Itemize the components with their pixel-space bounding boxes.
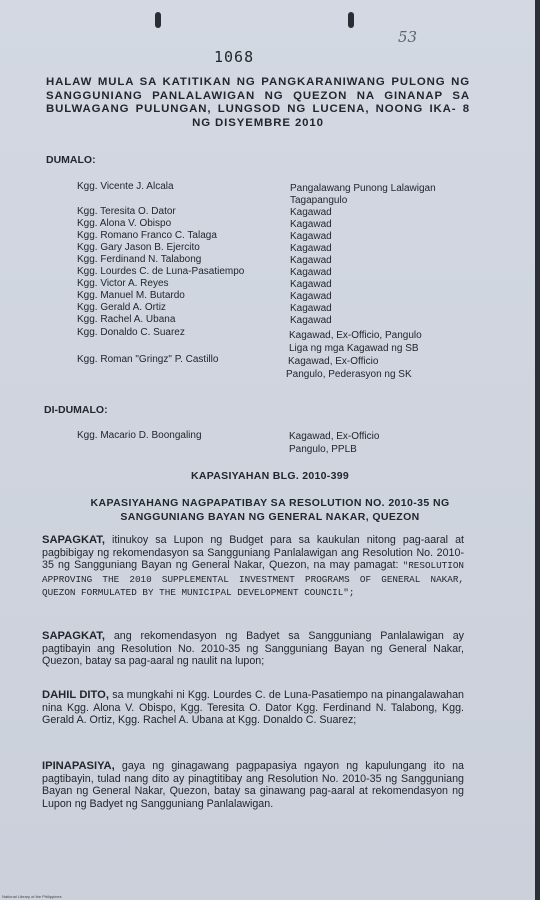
absent-role: Kagawad, Ex-Officio [289,431,380,442]
present-role: Pangalawang Punong Lalawigan [290,183,436,194]
resolution-number: KAPASIYAHAN BLG. 2010-399 [190,470,350,482]
scan-edge [535,0,540,900]
resolution-title-line-2: SANGGUNIANG BAYAN NG GENERAL NAKAR, QUEZON [120,511,420,523]
punch-hole-right [348,12,354,28]
scan-footer: National Library of the Philippines [2,894,62,899]
whereas-paragraph-1 [42,534,464,600]
present-name: Kgg. Teresita O. Dator [77,206,176,217]
present-name: Kgg. Romano Franco C. Talaga [77,230,217,241]
paragraph-lead: SAPAGKAT, [42,630,105,642]
absent-role-2: Pangulo, PPLB [289,444,357,455]
paragraph-lead: IPINAPASIYA, [42,760,115,772]
present-name: Kgg. Ferdinand N. Talabong [77,254,202,265]
present-name: Kgg. Vicente J. Alcala [77,181,174,192]
page-number: 1068 [214,48,255,66]
present-role: Kagawad [290,315,332,326]
present-name: Kgg. Alona V. Obispo [77,218,172,229]
paragraph-text: itinukoy sa Lupon ng Budget para sa kaukulan nitong pag-aaral at pagbibigay ng rekomendasyon sa Sangguniang Panlalawigan ang Resolution No. 2010-35 ng Sangguniang Bayan ng General Nakar, Quezon, na may pamagat: [42,534,464,572]
present-name: Kgg. Manuel M. Butardo [77,290,185,301]
present-role: Kagawad [290,219,332,230]
present-role: Kagawad [290,291,332,302]
document-heading: HALAW MULA SA KATITIKAN NG PANGKARANIWANG PULONG NG SANGGUNIANG PANLALAWIGAN NG QUEZON NA GINANAP SA BULWAGANG PULUNGAN, LUNGSOD NG LUCENA, NOONG IKA- 8 NG DISYEMBRE 2010 [46,76,470,129]
resolution-title [50,496,490,524]
paragraph-lead: SAPAGKAT, [42,534,105,546]
paragraph-text: sa mungkahi ni Kgg. Lourdes C. de Luna-Pasatiempo na pinangalawahan nina Kgg. Alona V. Obispo, Kgg. Teresita O. Dator Kgg. Ferdinand N. Talabong, Kgg. Gerald A. Ortiz, Kgg. Rachel A. Ubana at Kgg. Donaldo C. Suarez; [42,689,464,727]
present-role: Kagawad [290,303,332,314]
absent-name: Kgg. Macario D. Boongaling [77,430,202,441]
resolution-title-line-1: KAPASIYAHANG NAGPAPATIBAY SA RESOLUTION NO. 2010-35 NG [90,497,450,509]
paragraph-text: ang rekomendasyon ng Badyet sa Sangguniang Panlalawigan ay pagtibayin ang Resolution No. 2010-35 ng Sangguniang Bayan ng General Nakar, Quezon, batay sa pag-aaral ng naulit na lupon; [42,630,464,668]
present-role: Kagawad, Ex-Officio [288,356,379,367]
present-label: DUMALO: [46,154,96,166]
present-role-2: Pangulo, Pederasyon ng SK [286,369,412,380]
resolved-paragraph [42,760,464,810]
absent-label: DI-DUMALO: [44,404,108,416]
handwritten-note: 53 [398,28,418,46]
paragraph-lead: DAHIL DITO, [42,689,109,701]
present-name: Kgg. Gary Jason B. Ejercito [77,242,200,253]
present-role: Kagawad [290,207,332,218]
paragraph-text: gaya ng ginagawang pagpapasiya ngayon ng kapulungang ito na pagtibayin, tulad nang dito ay pinagtitibay ang Resolution No. 2010-35 ng Sangguniang Bayan ng General Nakar, Quezon, batay sa ginawang pag-aaral at rekomendasyon ng Lupon ng Badyet ng Sangguniang Panlalawigan. [42,760,464,810]
present-name: Kgg. Victor A. Reyes [77,278,169,289]
present-role: Kagawad [290,267,332,278]
present-role: Kagawad [290,279,332,290]
present-role: Kagawad [290,243,332,254]
present-role-2: Tagapangulo [290,195,348,206]
present-name: Kgg. Rachel A. Ubana [77,314,176,325]
present-role: Kagawad [290,255,332,266]
present-role: Kagawad, Ex-Officio, Pangulo [289,330,422,341]
present-name: Kgg. Lourdes C. de Luna-Pasatiempo [77,266,245,277]
present-role-2: Liga ng mga Kagawad ng SB [289,343,419,354]
punch-hole-left [155,12,161,28]
present-name: Kgg. Gerald A. Ortiz [77,302,166,313]
resolution-quote: "RESOLUTION APPROVING THE 2010 SUPPLEMENTAL INVESTMENT PROGRAMS OF GENERAL NAKAR, QUEZON FORMULATED BY THE MUNICIPAL DEVELOPMENT COUNCIL"; [42,560,464,599]
present-name: Kgg. Donaldo C. Suarez [77,327,185,338]
present-name: Kgg. Roman "Gringz" P. Castillo [77,354,219,365]
present-role: Kagawad [290,231,332,242]
therefore-paragraph [42,689,464,727]
whereas-paragraph-2 [42,630,464,668]
